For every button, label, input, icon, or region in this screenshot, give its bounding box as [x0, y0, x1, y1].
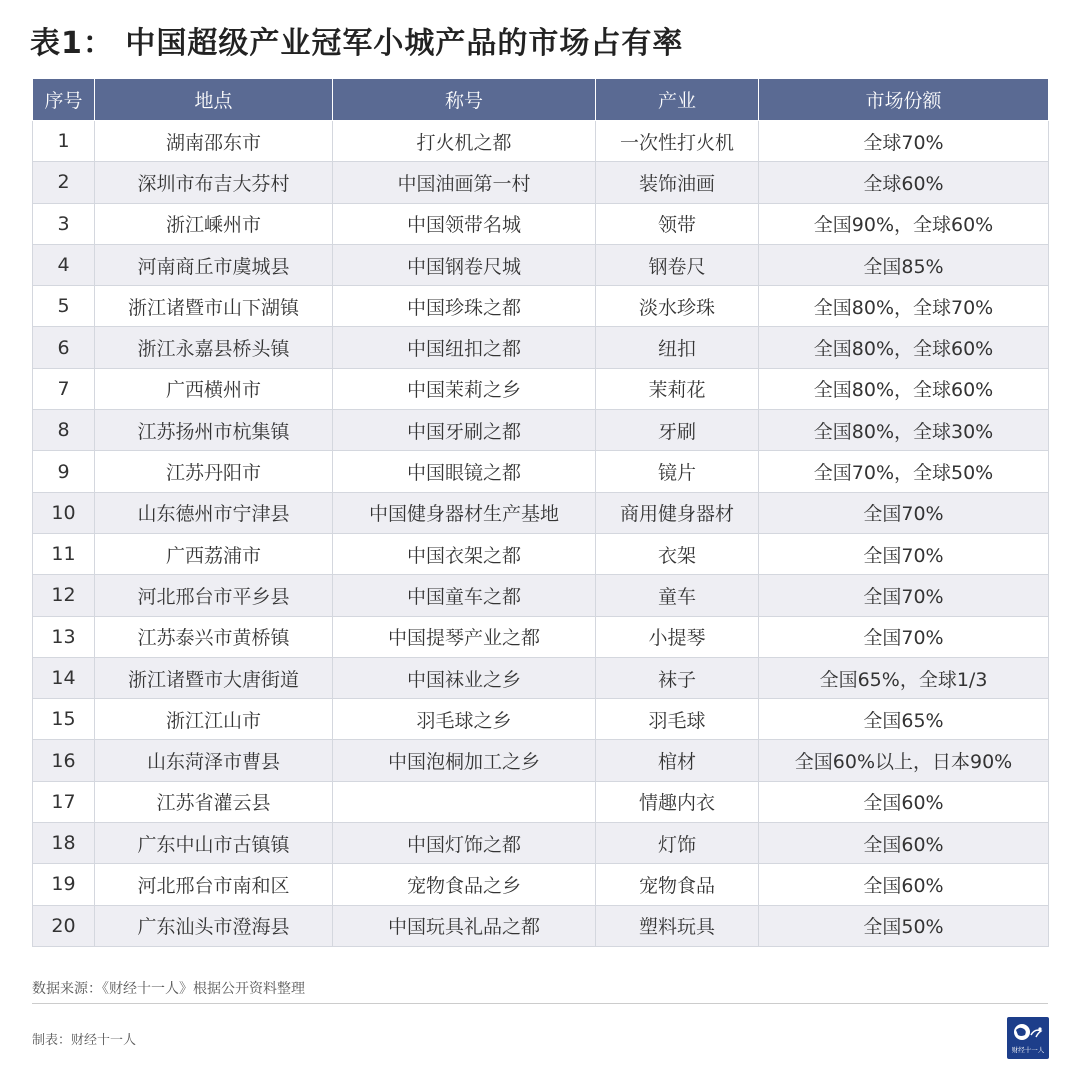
cell-location: 广东汕头市澄海县 [95, 905, 333, 946]
cell-industry: 塑料玩具 [596, 905, 759, 946]
table-row [33, 203, 1049, 244]
cell-title: 中国童车之都 [333, 575, 596, 616]
cell-index: 13 [33, 616, 95, 657]
cell-title [333, 781, 596, 822]
cell-industry: 小提琴 [596, 616, 759, 657]
cell-title: 中国袜业之乡 [333, 657, 596, 698]
cell-industry: 衣架 [596, 533, 759, 574]
cell-title: 宠物食品之乡 [333, 864, 596, 905]
table-row [33, 410, 1049, 451]
cell-index: 14 [33, 657, 95, 698]
cell-title: 中国纽扣之都 [333, 327, 596, 368]
cell-title: 中国油画第一村 [333, 162, 596, 203]
column-header-location: 地点 [95, 79, 333, 121]
table-row [33, 781, 1049, 822]
table-row [33, 699, 1049, 740]
cell-market-share: 全国60% [759, 781, 1049, 822]
cell-title: 中国健身器材生产基地 [333, 492, 596, 533]
cell-location: 河北邢台市南和区 [95, 864, 333, 905]
cell-location: 浙江诸暨市大唐街道 [95, 657, 333, 698]
cell-industry: 一次性打火机 [596, 121, 759, 162]
table-row [33, 864, 1049, 905]
cell-market-share: 全国90%，全球60% [759, 203, 1049, 244]
cell-title: 中国珍珠之都 [333, 286, 596, 327]
table-row [33, 244, 1049, 285]
cell-market-share: 全国60%以上，日本90% [759, 740, 1049, 781]
cell-index: 2 [33, 162, 95, 203]
table-row [33, 327, 1049, 368]
cell-market-share: 全国70%，全球50% [759, 451, 1049, 492]
page-title: 表1： 中国超级产业冠军小城产品的市场占有率 [30, 26, 684, 61]
cell-industry: 棺材 [596, 740, 759, 781]
cell-location: 浙江永嘉县桥头镇 [95, 327, 333, 368]
cell-industry: 羽毛球 [596, 699, 759, 740]
table-row [33, 162, 1049, 203]
cell-location: 江苏丹阳市 [95, 451, 333, 492]
cell-index: 7 [33, 368, 95, 409]
cell-index: 17 [33, 781, 95, 822]
cell-location: 湖南邵东市 [95, 121, 333, 162]
column-header-industry: 产业 [596, 79, 759, 121]
cell-title: 中国牙刷之都 [333, 410, 596, 451]
cell-industry: 装饰油画 [596, 162, 759, 203]
cell-title: 中国钢卷尺城 [333, 244, 596, 285]
cell-location: 广西横州市 [95, 368, 333, 409]
cell-location: 广西荔浦市 [95, 533, 333, 574]
cell-index: 12 [33, 575, 95, 616]
cell-industry: 淡水珍珠 [596, 286, 759, 327]
table-header-row [33, 79, 1049, 121]
cell-index: 15 [33, 699, 95, 740]
cell-market-share: 全国80%，全球60% [759, 327, 1049, 368]
cell-index: 16 [33, 740, 95, 781]
cell-industry: 情趣内衣 [596, 781, 759, 822]
cell-location: 山东德州市宁津县 [95, 492, 333, 533]
table-row [33, 368, 1049, 409]
cell-industry: 灯饰 [596, 823, 759, 864]
footer-divider [32, 1003, 1048, 1004]
cell-location: 江苏泰兴市黄桥镇 [95, 616, 333, 657]
table-body [33, 121, 1049, 947]
cell-title: 中国提琴产业之都 [333, 616, 596, 657]
table-row [33, 905, 1049, 946]
cell-index: 8 [33, 410, 95, 451]
cell-market-share: 全国50% [759, 905, 1049, 946]
cell-industry: 童车 [596, 575, 759, 616]
cell-index: 9 [33, 451, 95, 492]
globe-logo-icon [1007, 1017, 1049, 1059]
cell-market-share: 全国80%，全球60% [759, 368, 1049, 409]
cell-market-share: 全国80%，全球30% [759, 410, 1049, 451]
table-row [33, 823, 1049, 864]
cell-title: 打火机之都 [333, 121, 596, 162]
cell-market-share: 全国60% [759, 823, 1049, 864]
cell-industry: 茉莉花 [596, 368, 759, 409]
market-share-table [32, 78, 1049, 947]
cell-market-share: 全国65% [759, 699, 1049, 740]
cell-title: 中国茉莉之乡 [333, 368, 596, 409]
table-row [33, 740, 1049, 781]
cell-title: 中国眼镜之都 [333, 451, 596, 492]
cell-location: 河北邢台市平乡县 [95, 575, 333, 616]
cell-index: 3 [33, 203, 95, 244]
cell-market-share: 全国70% [759, 533, 1049, 574]
cell-industry: 宠物食品 [596, 864, 759, 905]
table-row [33, 533, 1049, 574]
cell-industry: 镜片 [596, 451, 759, 492]
cell-index: 1 [33, 121, 95, 162]
market-share-table-container [32, 78, 1048, 947]
column-header-index: 序号 [33, 79, 95, 121]
column-header-title: 称号 [333, 79, 596, 121]
cell-index: 20 [33, 905, 95, 946]
table-row [33, 121, 1049, 162]
cell-location: 江苏扬州市杭集镇 [95, 410, 333, 451]
cell-market-share: 全国70% [759, 616, 1049, 657]
cell-title: 中国灯饰之都 [333, 823, 596, 864]
cell-market-share: 全国85% [759, 244, 1049, 285]
cell-location: 深圳市布吉大芬村 [95, 162, 333, 203]
cell-index: 4 [33, 244, 95, 285]
cell-index: 5 [33, 286, 95, 327]
cell-market-share: 全国65%，全球1/3 [759, 657, 1049, 698]
data-source-note: 数据来源：《财经十一人》根据公开资料整理 [32, 981, 305, 997]
table-row [33, 616, 1049, 657]
cell-location: 河南商丘市虞城县 [95, 244, 333, 285]
cell-industry: 钢卷尺 [596, 244, 759, 285]
cell-market-share: 全球60% [759, 162, 1049, 203]
cell-title: 羽毛球之乡 [333, 699, 596, 740]
cell-title: 中国玩具礼品之都 [333, 905, 596, 946]
cell-market-share: 全国80%，全球70% [759, 286, 1049, 327]
table-maker-note: 制表：财经十一人 [32, 1033, 137, 1048]
cell-location: 浙江诸暨市山下湖镇 [95, 286, 333, 327]
cell-index: 11 [33, 533, 95, 574]
cell-market-share: 全球70% [759, 121, 1049, 162]
table-row [33, 657, 1049, 698]
table-row [33, 451, 1049, 492]
cell-title: 中国泡桐加工之乡 [333, 740, 596, 781]
cell-market-share: 全国60% [759, 864, 1049, 905]
cell-location: 浙江江山市 [95, 699, 333, 740]
cell-market-share: 全国70% [759, 492, 1049, 533]
cell-industry: 商用健身器材 [596, 492, 759, 533]
cell-index: 18 [33, 823, 95, 864]
cell-location: 浙江嵊州市 [95, 203, 333, 244]
cell-market-share: 全国70% [759, 575, 1049, 616]
cell-index: 6 [33, 327, 95, 368]
cell-industry: 袜子 [596, 657, 759, 698]
cell-index: 19 [33, 864, 95, 905]
cell-location: 江苏省灌云县 [95, 781, 333, 822]
column-header-market-share: 市场份额 [759, 79, 1049, 121]
cell-index: 10 [33, 492, 95, 533]
table-row [33, 492, 1049, 533]
cell-title: 中国衣架之都 [333, 533, 596, 574]
cell-industry: 牙刷 [596, 410, 759, 451]
cell-location: 山东菏泽市曹县 [95, 740, 333, 781]
logo-text: 财经十一人 [1011, 1046, 1045, 1054]
cell-industry: 领带 [596, 203, 759, 244]
table-row [33, 286, 1049, 327]
table-row [33, 575, 1049, 616]
cell-location: 广东中山市古镇镇 [95, 823, 333, 864]
cell-title: 中国领带名城 [333, 203, 596, 244]
cell-industry: 纽扣 [596, 327, 759, 368]
